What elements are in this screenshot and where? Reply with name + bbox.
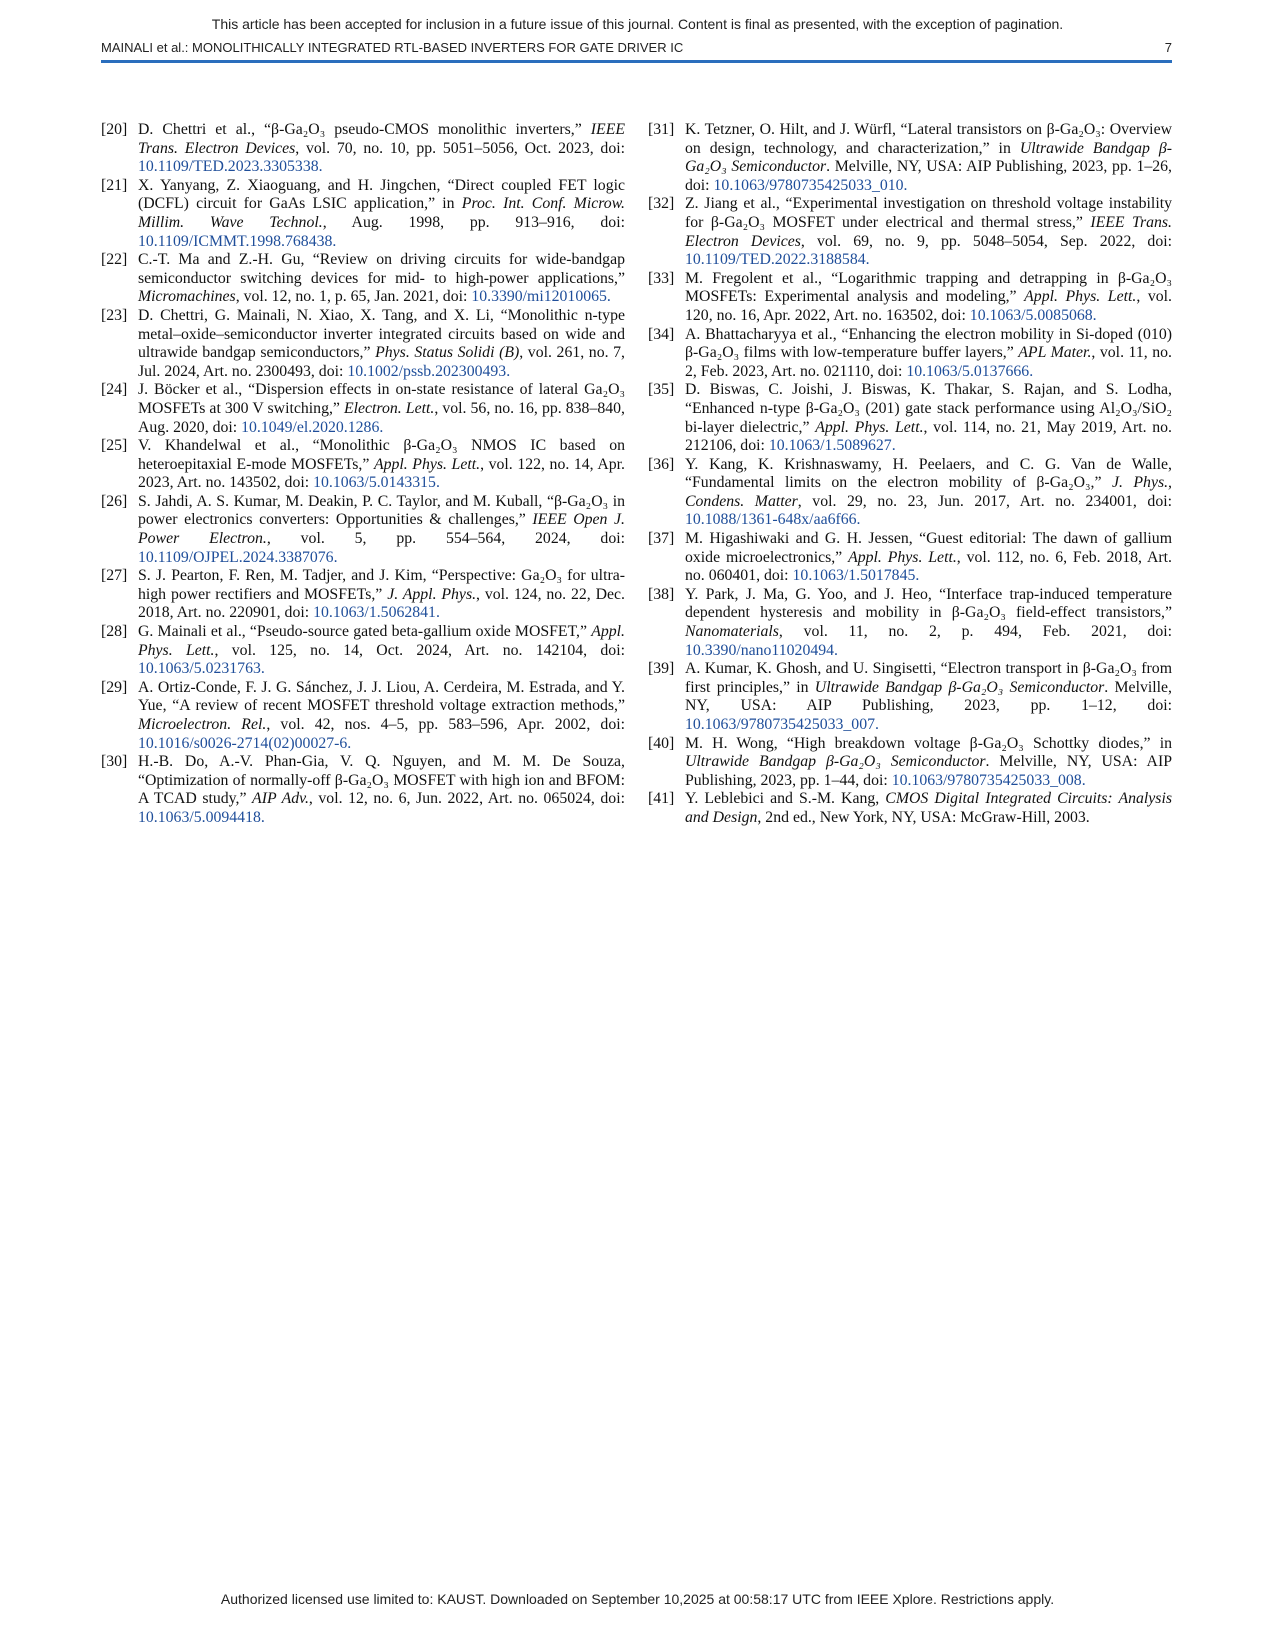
reference-entry [648, 530, 1172, 586]
reference-tail: . [865, 251, 870, 269]
reference-tail: . [903, 176, 908, 194]
reference-entry [101, 679, 625, 753]
reference-details: , vol. 69, no. 9, pp. 5048–5054, Sep. 2022, doi: [800, 232, 1172, 250]
reference-body [685, 586, 1172, 660]
reference-details: , vol. 120, no. 16, Apr. 2022, Art. no. 163502, doi: [685, 288, 1172, 324]
reference-entry [101, 121, 625, 177]
doi-link[interactable]: 10.1063/5.0085068 [969, 306, 1093, 324]
reference-entry [101, 493, 625, 567]
reference-tail: . [891, 437, 896, 455]
reference-venue: Microelectron. Rel. [138, 716, 267, 733]
reference-number: [32] [648, 195, 675, 213]
reference-authors-title: A. Bhattacharyya et al., “Enhancing the electron mobility in Si-doped (010) β-Ga₂O₃ films with low-temperature buffer layers,” [685, 325, 1172, 362]
reference-number: [33] [648, 269, 675, 287]
reference-entry [648, 381, 1172, 455]
reference-venue: IEEE Open J. Power Electron. [138, 511, 625, 548]
doi-link[interactable]: 10.1063/5.0231763 [138, 660, 261, 678]
reference-venue: Micromachines [138, 288, 236, 306]
reference-venue: Ultrawide Bandgap β-Ga₂O₃ Semiconductor [685, 139, 1172, 176]
reference-details: , 2nd ed., New York, NY, USA: McGraw-Hill, 2003. [757, 808, 1090, 826]
reference-body [685, 456, 1172, 530]
reference-body [685, 735, 1172, 791]
reference-entry [101, 177, 625, 251]
reference-body [685, 270, 1172, 326]
reference-entry [101, 567, 625, 623]
reference-tail: . [606, 288, 611, 306]
reference-details: , vol. 5, pp. 554–564, 2024, doi: [266, 530, 625, 548]
reference-authors-title: Y. Leblebici and S.-M. Kang, [685, 790, 886, 808]
reference-authors-title: Y. Park, J. Ma, G. Yoo, and J. Heo, “Interface trap-induced temperature dependent hysteresis and mobility in β-Ga₂O₃ field-effect transistors,” [685, 585, 1172, 622]
reference-tail: . [875, 716, 879, 733]
reference-body [138, 567, 625, 623]
reference-details: . Melville, NY, USA: AIP Publishing, 2023, pp. 1–26, doi: [685, 158, 1173, 194]
doi-link[interactable]: 10.1109/TED.2023.3305338 [138, 158, 319, 176]
reference-tail: . [332, 232, 337, 250]
reference-number: [37] [648, 530, 675, 548]
reference-entry [101, 251, 625, 307]
reference-authors-title: D. Chettri, G. Mainali, N. Xiao, X. Tang, and X. Li, “Monolithic n-type metal–oxide–semiconductor inverter integrated circuits based on wide and ultrawide bandgap semiconductors,” [138, 306, 625, 362]
reference-details: , vol. 42, nos. 4–5, pp. 583–596, Apr. 2002, doi: [266, 716, 625, 733]
reference-details: , vol. 112, no. 6, Feb. 2018, Art. no. 060401, doi: [685, 548, 1172, 585]
reference-number: [25] [101, 437, 128, 455]
reference-number: [23] [101, 306, 128, 324]
doi-link[interactable]: 10.1049/el.2020.1286 [241, 418, 380, 436]
reference-entry [101, 437, 625, 493]
reference-details: , vol. 261, no. 7, Jul. 2024, Art. no. 2300493, doi: [138, 344, 625, 380]
reference-authors-title: M. Higashiwaki and G. H. Jessen, “Guest editorial: The dawn of gallium oxide microelectronics,” [685, 530, 1172, 566]
reference-number: [31] [648, 121, 675, 138]
reference-tail: . [506, 362, 511, 380]
reference-number: [30] [101, 753, 128, 771]
reference-entry [648, 121, 1172, 195]
doi-link[interactable]: 10.1002/pssb.202300493 [347, 362, 507, 380]
reference-number: [20] [101, 121, 128, 138]
reference-number: [21] [101, 176, 128, 194]
doi-link[interactable]: 10.1109/TED.2022.3188584 [685, 251, 866, 269]
reference-tail: . [435, 604, 440, 622]
reference-details: , vol. 124, no. 22, Dec. 2018, Art. no. 220901, doi: [138, 585, 625, 622]
reference-tail: . [260, 808, 265, 826]
reference-entry [648, 195, 1172, 269]
reference-venue: Appl. Phys. Lett. [815, 418, 924, 436]
acceptance-notice: This article has been accepted for inclusion in a future issue of this journal. Content is final as presented, with the exception of pagination. [211, 16, 1064, 32]
doi-link[interactable]: 10.3390/nano11020494 [685, 641, 835, 659]
reference-body [138, 177, 625, 251]
reference-venue: Phys. Status Solidi (B) [375, 344, 520, 362]
reference-body [685, 790, 1172, 827]
reference-venue: Ultrawide Bandgap β-Ga₂O₃ Semiconductor [685, 753, 986, 771]
reference-details: , vol. 70, no. 10, pp. 5051–5056, Oct. 2023, doi: [295, 139, 625, 157]
reference-details: , vol. 56, no. 16, pp. 838–840, Aug. 2020, doi: [138, 399, 625, 436]
reference-authors-title: M. Fregolent et al., “Logarithmic trapping and detrapping in β-Ga₂O₃ MOSFETs: Experimental analysis and modeling,” [685, 269, 1172, 306]
references-column-right [648, 121, 1172, 828]
reference-tail: . [915, 567, 920, 585]
reference-body [685, 121, 1172, 195]
reference-number: [38] [648, 585, 675, 603]
doi-link[interactable]: 10.1063/5.0143315 [313, 474, 436, 492]
page-number: 7 [1164, 40, 1172, 55]
reference-venue: CMOS Digital Integrated Circuits: Analysis and Design [685, 790, 1172, 826]
reference-details: , Aug. 1998, pp. 913–916, doi: [322, 213, 625, 231]
reference-details: , vol. 29, no. 23, Jun. 2017, Art. no. 234001, doi: [797, 492, 1172, 510]
reference-number: [34] [648, 325, 675, 343]
reference-venue: APL Mater. [1018, 344, 1092, 362]
reference-entry [648, 660, 1172, 734]
reference-authors-title: M. H. Wong, “High breakdown voltage β-Ga₂O₃ Schottky diodes,” in [685, 734, 1172, 752]
reference-number: [28] [101, 623, 128, 641]
doi-link[interactable]: 10.3390/mi12010065 [471, 288, 607, 306]
reference-number: [39] [648, 660, 675, 678]
reference-body [138, 121, 625, 177]
reference-authors-title: Z. Jiang et al., “Experimental investigation on threshold voltage instability for β-Ga₂O₃ MOSFET under electrical and thermal stress,” [685, 195, 1172, 231]
reference-authors-title: D. Biswas, C. Joishi, J. Biswas, K. Thakar, S. Rajan, and S. Lodha, “Enhanced n-type β-Ga₂O₃ (201) gate stack performance using Al₂O₃/SiO₂ bi-layer dielectric,” [685, 381, 1172, 436]
reference-details: . Melville, NY, USA: AIP Publishing, 2023, pp. 1–44, doi: [685, 753, 1172, 789]
reference-entry [648, 456, 1172, 530]
reference-entry [648, 735, 1172, 791]
reference-venue: AIP Adv. [252, 790, 309, 808]
reference-venue: Appl. Phys. Lett. [373, 455, 481, 473]
reference-number: [36] [648, 455, 675, 473]
reference-details: , vol. 114, no. 21, May 2019, Art. no. 212106, doi: [685, 418, 1172, 455]
reference-authors-title: X. Yanyang, Z. Xiaoguang, and H. Jingchen, “Direct coupled FET logic (DCFL) circuit for GaAs LSIC application,” in [138, 176, 625, 213]
reference-number: [27] [101, 567, 128, 585]
reference-tail: . [1029, 362, 1034, 380]
reference-body [138, 679, 625, 753]
reference-details: , vol. 12, no. 6, Jun. 2022, Art. no. 065024, doi: [308, 790, 625, 808]
doi-link[interactable]: 10.1109/ICMMT.1998.768438 [138, 232, 333, 250]
reference-authors-title: D. Chettri et al., “β-Ga₂O₃ pseudo-CMOS monolithic inverters,” [138, 121, 591, 138]
reference-tail: . [379, 418, 384, 436]
reference-number: [22] [101, 251, 128, 269]
reference-venue: Electron. Lett. [343, 399, 435, 417]
reference-number: [29] [101, 678, 128, 696]
running-head [101, 40, 1172, 55]
reference-tail: . [834, 641, 838, 659]
reference-body [685, 326, 1172, 382]
reference-entry [101, 753, 625, 827]
reference-body [138, 493, 625, 567]
reference-authors-title: A. Ortiz-Conde, F. J. G. Sánchez, J. J. Liou, A. Cerdeira, M. Estrada, and Y. Yue, “A review of recent MOSFET threshold voltage extraction methods,” [138, 678, 625, 715]
reference-number: [35] [648, 381, 675, 399]
reference-number: [24] [101, 381, 128, 399]
doi-link[interactable]: 10.1109/OJPEL.2024.3387076 [138, 548, 334, 566]
reference-tail: . [1092, 306, 1097, 324]
references-column-left [101, 121, 625, 828]
reference-authors-title: H.-B. Do, A.-V. Phan-Gia, V. Q. Nguyen, and M. M. De Souza, “Optimization of normally-off β-Ga₂O₃ MOSFET with high ion and BFOM: A TCAD study,” [138, 753, 625, 808]
reference-tail: . [347, 734, 352, 752]
reference-details: , vol. 125, no. 14, Oct. 2024, Art. no. 142104, doi: [214, 641, 625, 659]
reference-body [138, 623, 625, 679]
reference-tail: . [1081, 771, 1086, 789]
reference-body [138, 381, 625, 437]
doi-link[interactable]: 10.1063/1.5062841 [313, 604, 436, 622]
doi-link[interactable]: 10.1016/s0026-2714(02)00027-6 [138, 734, 348, 752]
reference-body [138, 307, 625, 381]
running-title: MAINALI et al.: MONOLITHICALLY INTEGRATED RTL-BASED INVERTERS FOR GATE DRIVER IC [101, 40, 684, 55]
reference-tail: . [333, 548, 338, 566]
reference-body [685, 660, 1172, 734]
reference-body [685, 195, 1172, 269]
doi-link[interactable]: 10.1063/9780735425033_010 [713, 176, 904, 194]
reference-venue: J. Appl. Phys. [387, 585, 477, 603]
reference-authors-title: A. Kumar, K. Ghosh, and U. Singisetti, “Electron transport in β-Ga₂O₃ from first principles,” in [685, 660, 1172, 696]
header-rule [101, 60, 1172, 63]
reference-details: . Melville, NY, USA: AIP Publishing, 2023, pp. 1–12, doi: [685, 678, 1172, 715]
reference-number: [40] [648, 734, 675, 752]
doi-link[interactable]: 10.1063/9780735425033_007 [685, 716, 876, 733]
reference-authors-title: S. Jahdi, A. S. Kumar, M. Deakin, P. C. Taylor, and M. Kuball, “β-Ga₂O₃ in power electronics converters: Opportunities & challenges,” [138, 492, 625, 529]
reference-details: , vol. 122, no. 14, Apr. 2023, Art. no. 143502, doi: [138, 455, 625, 492]
reference-details: , vol. 11, no. 2, Feb. 2023, Art. no. 021110, doi: [685, 344, 1172, 380]
reference-number: [41] [648, 790, 675, 808]
reference-number: [26] [101, 492, 128, 510]
reference-body [685, 530, 1172, 586]
reference-authors-title: Y. Kang, K. Krishnaswamy, H. Peelaers, and C. G. Van de Walle, “Fundamental limits on the electron mobility of β-Ga₂O₃,” [685, 455, 1172, 492]
reference-venue: Nanomaterials [685, 623, 779, 641]
reference-entry [648, 586, 1172, 660]
reference-details: , vol. 11, no. 2, p. 494, Feb. 2021, doi: [778, 623, 1172, 641]
reference-tail: . [318, 158, 323, 176]
reference-tail: . [856, 511, 861, 529]
reference-entry [101, 307, 625, 381]
reference-authors-title: J. Böcker et al., “Dispersion effects in on-state resistance of lateral Ga₂O₃ MOSFETs at 300 V switching,” [138, 381, 625, 417]
reference-venue: IEEE Trans. Electron Devices [685, 213, 1172, 250]
reference-entry [648, 790, 1172, 827]
doi-link[interactable]: 10.1063/9780735425033_008 [891, 771, 1082, 789]
reference-details: , vol. 12, no. 1, p. 65, Jan. 2021, doi: [235, 288, 472, 306]
reference-entry [648, 270, 1172, 326]
doi-link[interactable]: 10.1063/1.5017845 [792, 567, 916, 585]
reference-entry [101, 623, 625, 679]
reference-authors-title: S. J. Pearton, F. Ren, M. Tadjer, and J. Kim, “Perspective: Ga₂O₃ for ultra-high power rectifiers and MOSFETs,” [138, 567, 625, 603]
reference-authors-title: V. Khandelwal et al., “Monolithic β-Ga₂O₃ NMOS IC based on heteroepitaxial E-mode MOSFETs,” [138, 437, 625, 473]
reference-venue: Appl. Phys. Lett. [138, 623, 625, 659]
reference-tail: . [435, 474, 440, 492]
reference-venue: Appl. Phys. Lett. [1024, 288, 1137, 306]
reference-body [138, 437, 625, 493]
reference-authors-title: G. Mainali et al., “Pseudo-source gated beta-gallium oxide MOSFET,” [138, 623, 592, 641]
reference-venue: Appl. Phys. Lett. [848, 548, 957, 566]
doi-link[interactable]: 10.1063/5.0094418 [138, 808, 261, 826]
license-footer: Authorized licensed use limited to: KAUST. Downloaded on September 10,2025 at 00:58:17 UTC from IEEE Xplore. Restrictions apply. [220, 1591, 1055, 1607]
reference-entry [101, 381, 625, 437]
reference-venue: J. Phys., Condens. Matter [685, 474, 1172, 510]
doi-link[interactable]: 10.1063/1.5089627 [768, 437, 892, 455]
reference-authors-title: C.-T. Ma and Z.-H. Gu, “Review on driving circuits for wide-bandgap semiconductor switching devices for mid- to high-power applications,” [138, 251, 625, 287]
reference-tail: . [260, 660, 265, 678]
reference-body [138, 251, 625, 307]
reference-venue: Proc. Int. Conf. Microw. Millim. Wave Technol. [138, 195, 626, 231]
doi-link[interactable]: 10.1063/5.0137666 [906, 362, 1030, 380]
reference-entry [648, 326, 1172, 382]
doi-link[interactable]: 10.1088/1361-648x/aa6f66 [685, 511, 857, 529]
reference-venue: IEEE Trans. Electron Devices [138, 121, 625, 157]
reference-authors-title: K. Tetzner, O. Hilt, and J. Würfl, “Lateral transistors on β-Ga₂O₃: Overview on design, technology, and characterization,” in [685, 121, 1172, 157]
reference-body [685, 381, 1172, 455]
reference-venue: Ultrawide Bandgap β-Ga₂O₃ Semiconductor [814, 678, 1105, 696]
reference-body [138, 753, 625, 827]
